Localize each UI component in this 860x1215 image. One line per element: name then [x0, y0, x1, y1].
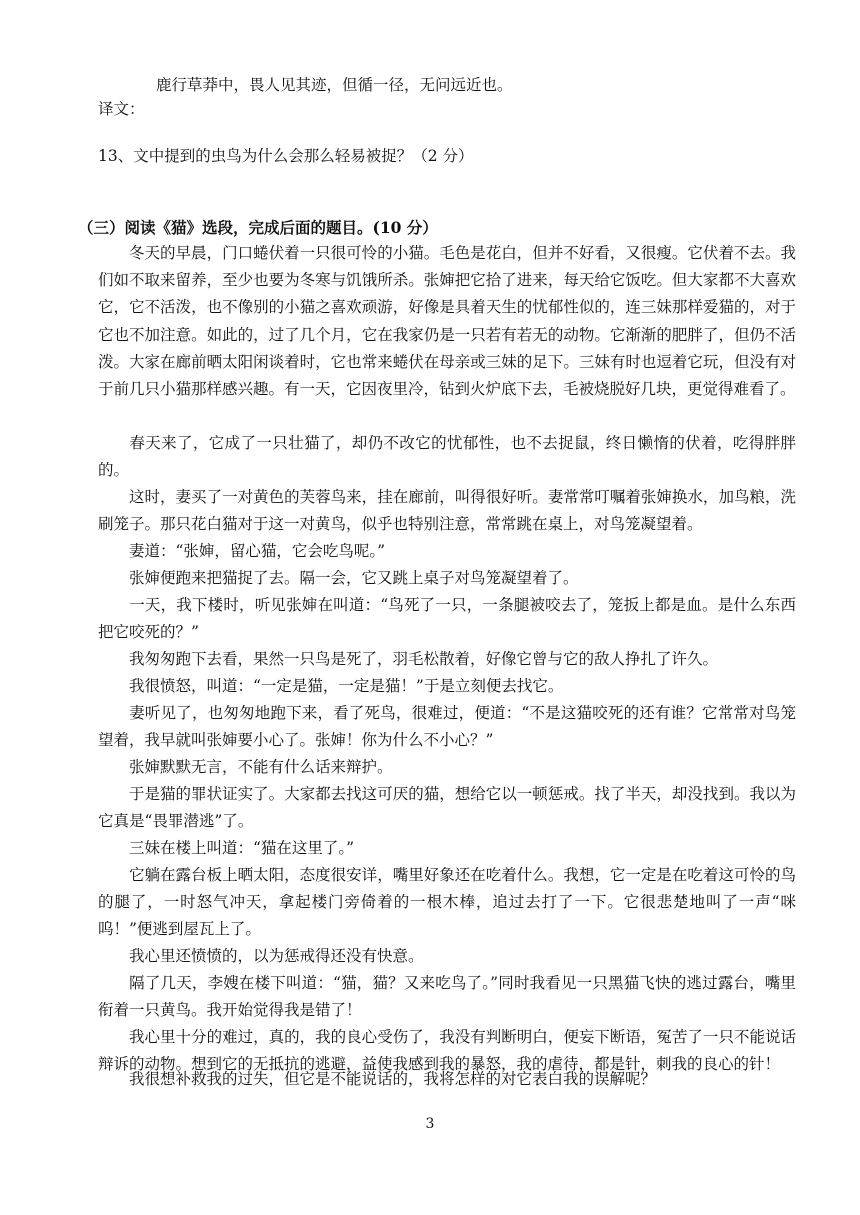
- paragraph-9: 妻听见了，也匆匆地跑下来，看了死鸟，很难过，便道：“不是这猫咬死的还有谁？它常常对鸟笼望着，我早就叫张婶要小心了。张婶！你为什么不小心？”: [98, 704, 796, 750]
- paragraph-7: 我匆匆跑下去看，果然一只鸟是死了，羽毛松散着，好像它曾与它的敌人挣扎了许久。: [129, 650, 719, 668]
- paragraph-15: 隔了几天，李嫂在楼下叫道：“猫，猫？又来吃鸟了。”同时我看见一只黑猫飞快的逃过露台，嘴里衔着一只黄鸟。我开始觉得我是错了！: [98, 974, 796, 1020]
- paragraph-2: 春天来了，它成了一只壮猫了，却仍不改它的忧郁性，也不去捉鼠，终日懒惰的伏着，吃得胖胖的。: [98, 434, 796, 480]
- paragraph-5: 张婶便跑来把猫捉了去。隔一会，它又跳上桌子对鸟笼凝望着了。: [129, 569, 579, 587]
- paragraph-10: 张婶默默无言，不能有什么话来辩护。: [129, 758, 393, 776]
- paragraph-3: 这时，妻买了一对黄色的芙蓉鸟来，挂在廊前，叫得很好听。妻常常叮嘱着张婶换水，加鸟粮，洗刷笼子。那只花白猫对于这一对黄鸟，似乎也特别注意，常常跳在桌上，对鸟笼凝望着。: [98, 488, 796, 534]
- paragraph-8: 我很愤怒，叫道：“一定是猫，一定是猫！”于是立刻便去找它。: [129, 677, 564, 695]
- translation-label: 译文：: [98, 100, 145, 118]
- page-number: 3: [425, 1116, 435, 1132]
- paragraph-12: 三妹在楼上叫道：“猫在这里了。”: [129, 839, 355, 857]
- paragraph-1: 冬天的早晨，门口蜷伏着一只很可怜的小猫。毛色是花白，但并不好看，又很瘦。它伏着不去。我们如不取来留养，至少也要为冬寒与饥饿所杀。张婶把它拾了进来，每天给它饭吃。但大家都不大喜欢它，它不活泼，也不像别的小猫之喜欢顽游，好像是具着天生的忧郁性似的，连三妹那样爱猫的，对于它也不加注意。如此的，过了几个月，它在我家仍是一只若有若无的动物。它渐渐的肥胖了，但仍不活泼。大家在廊前晒太阳闲谈着时，它也常来蜷伏在母亲或三妹的足下。三妹有时也逗着它玩，但没有对于前几只小猫那样感兴趣。有一天，它因夜里冷，钻到火炉底下去，毛被烧脱好几块，更觉得难看了。: [98, 244, 796, 399]
- question-13: 13、文中提到的虫鸟为什么会那么轻易被捉？（2 分）: [98, 147, 474, 165]
- paragraph-13: 它躺在露台板上晒太阳，态度很安详，嘴里好象还在吃着什么。我想，它一定是在吃着这可怜的鸟的腿了，一时怒气冲天，拿起楼门旁倚着的一根木棒，追过去打了一下。它很悲楚地叫了一声“咪呜！”便逃到屋瓦上了。: [98, 866, 796, 939]
- paragraph-11: 于是猫的罪状证实了。大家都去找这可厌的猫，想给它以一顿惩戒。找了半天，却没找到。我以为它真是“畏罪潜逃”了。: [98, 785, 796, 831]
- paragraph-6: 一天，我下楼时，听见张婶在叫道：“鸟死了一只，一条腿被咬去了，笼扳上都是血。是什么东西把它咬死的？”: [98, 596, 796, 642]
- paragraph-17: 我很想补救我的过失，但它是不能说话的，我将怎样的对它表白我的误解呢？: [129, 1070, 657, 1088]
- paragraph-14: 我心里还愤愤的，以为惩戒得还没有快意。: [129, 947, 424, 965]
- paragraph-4: 妻道：“张婶，留心猫，它会吃鸟呢。”: [129, 542, 386, 560]
- paragraph-16: 我心里十分的难过，真的，我的良心受伤了，我没有判断明白，便妄下断语，冤苦了一只不能说话辩诉的动物。想到它的无抵抗的逃避，益使我感到我的暴怒，我的虐待，都是针，刺我的良心的针！: [98, 1028, 796, 1074]
- classical-text-line: 鹿行草莽中，畏人见其迹，但循一径，无问远近也。: [156, 76, 513, 94]
- section-heading: （三）阅读《猫》选段，完成后面的题目。(10 分）: [78, 218, 438, 237]
